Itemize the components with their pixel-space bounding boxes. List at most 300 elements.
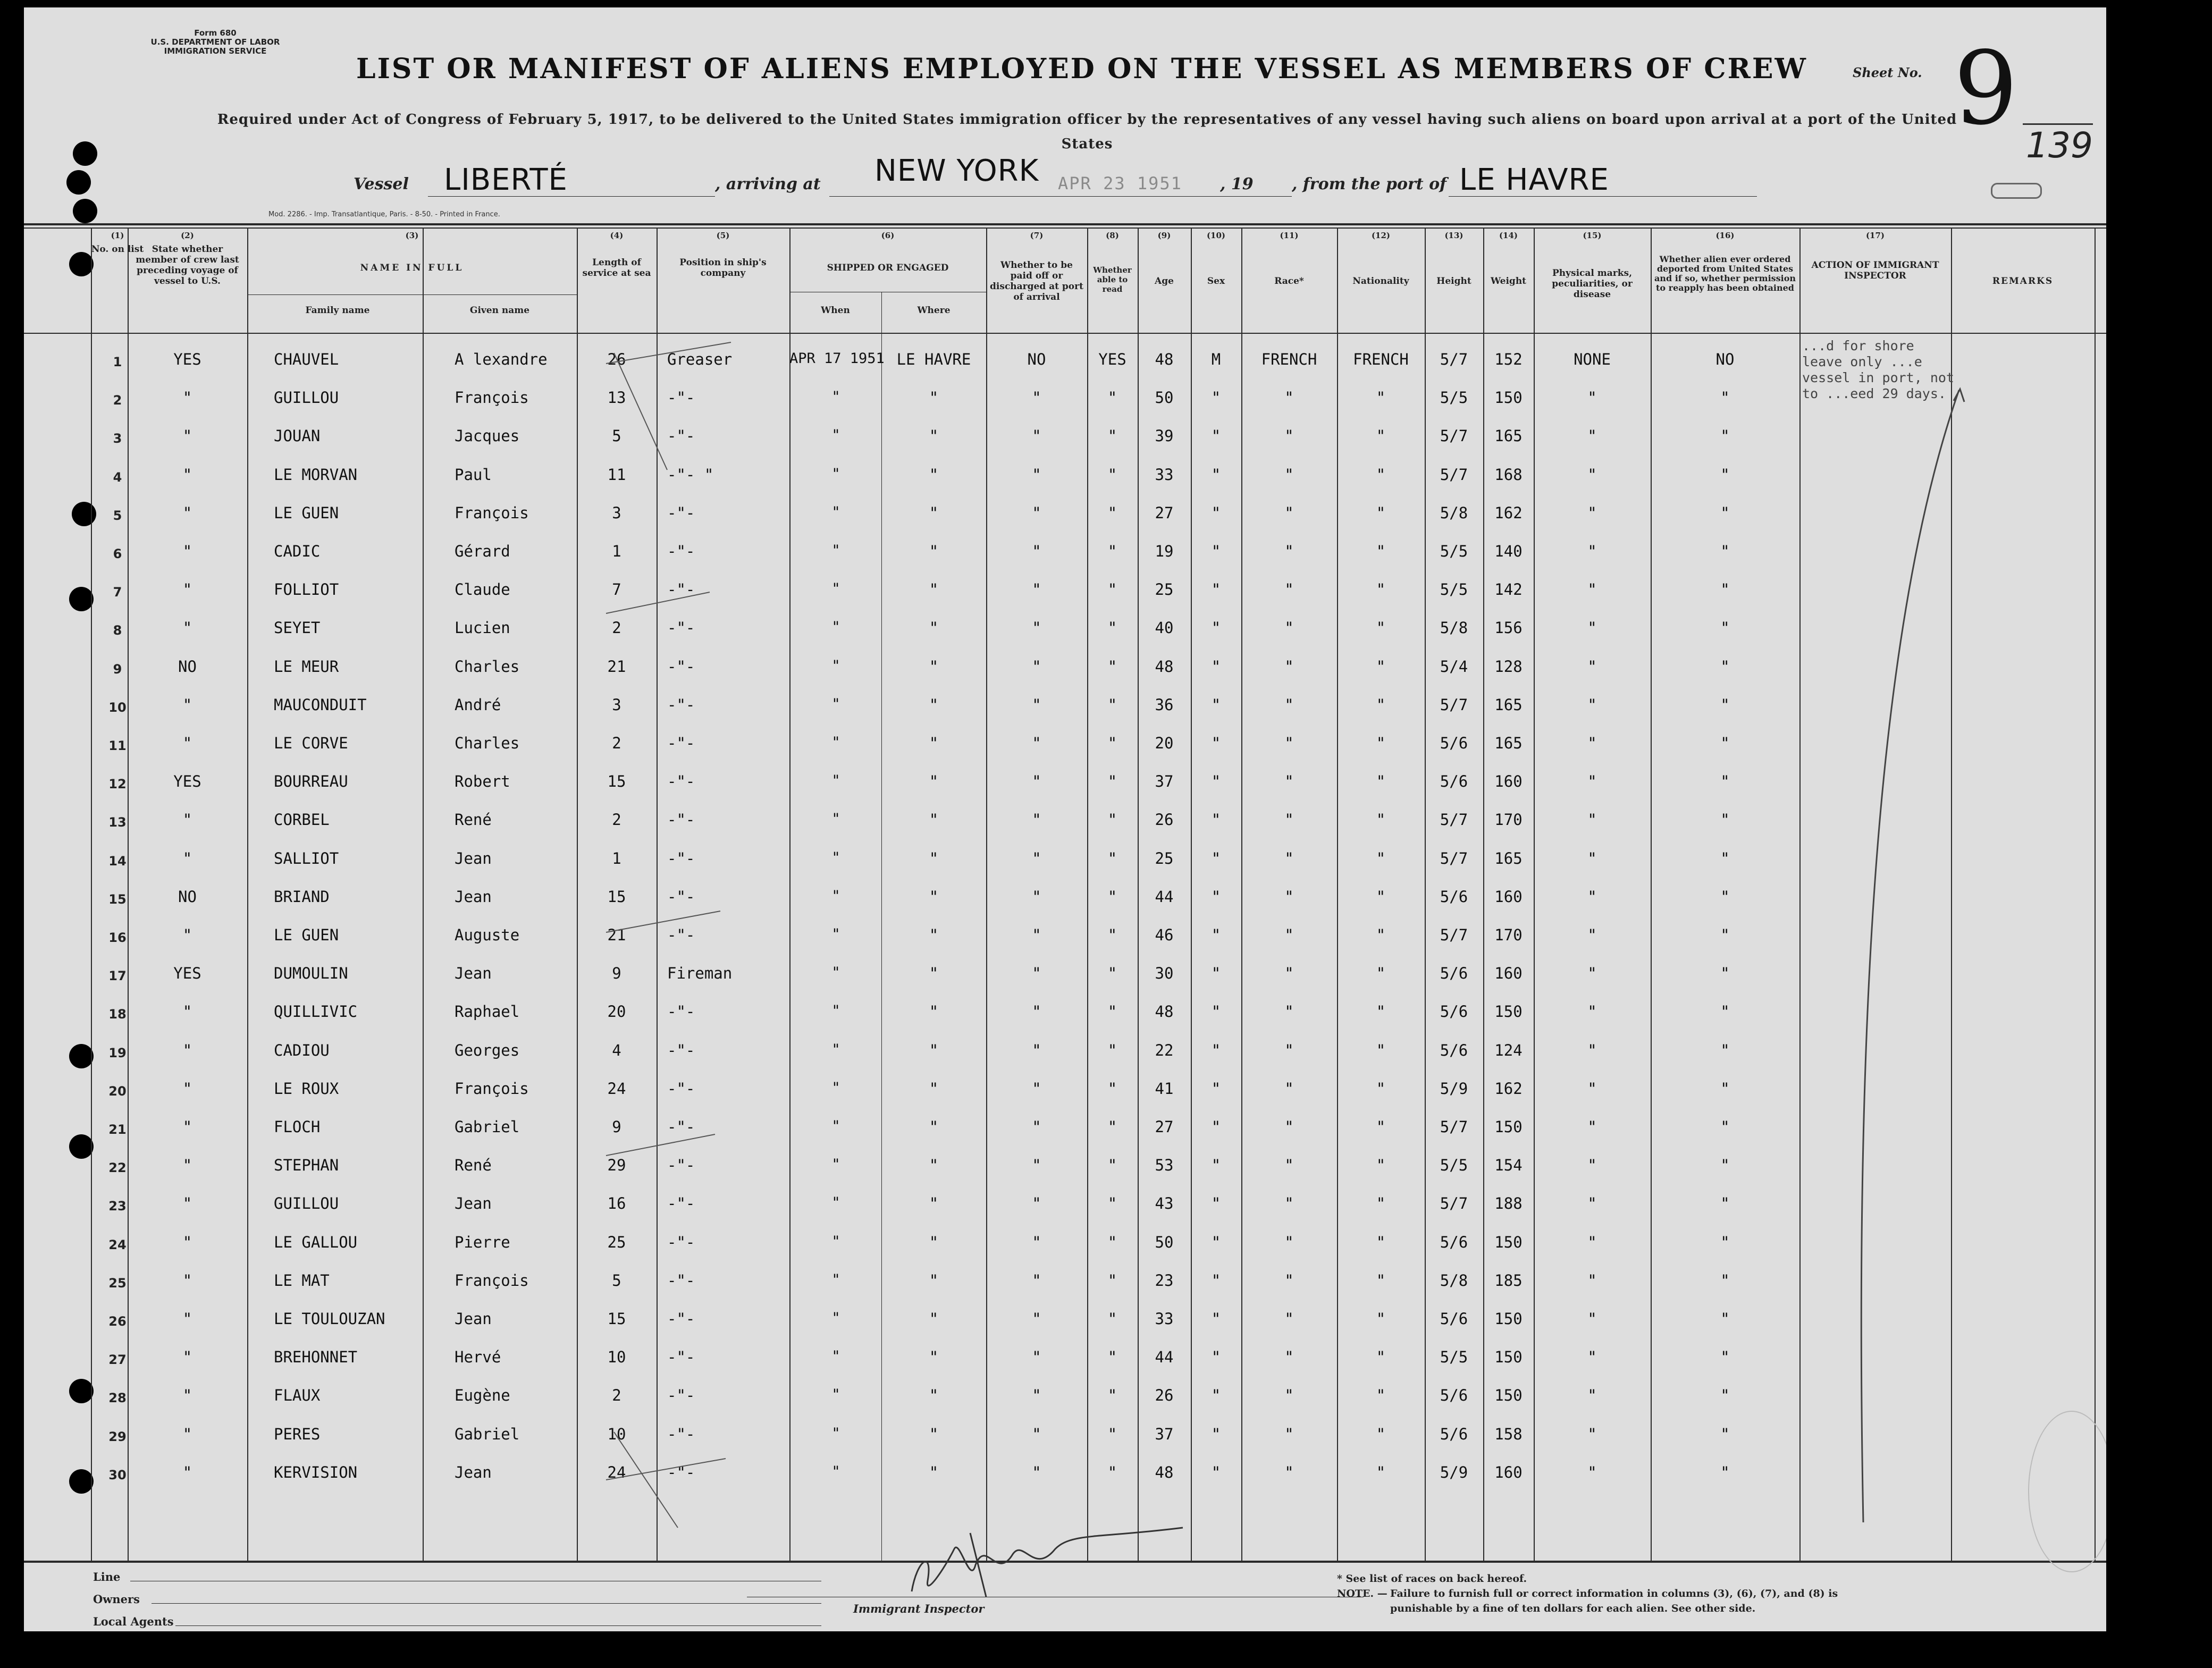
cell-position: -"- [667, 1233, 695, 1251]
cell-race: " [1284, 1194, 1294, 1212]
cell-service: 20 [607, 1003, 626, 1021]
cell-deported: " [1720, 1348, 1730, 1366]
cell-position: -"- [667, 849, 695, 867]
cell-when: " [831, 1233, 840, 1250]
cell-where: " [929, 1463, 939, 1481]
cell-where: " [929, 542, 939, 560]
cell-race: " [1284, 811, 1294, 829]
cell-age: 30 [1155, 964, 1174, 982]
cell-nationality: FRENCH [1353, 350, 1409, 368]
cell-read: " [1107, 427, 1117, 445]
col-header-given-name: Given name [469, 305, 530, 316]
cell-paid-off: " [1032, 389, 1041, 407]
cell-age: 44 [1155, 888, 1174, 906]
cell-previous-voyage: YES [173, 964, 201, 982]
cell-weight: 160 [1494, 964, 1523, 982]
cell-nationality: " [1376, 1118, 1386, 1136]
cell-race: " [1284, 1233, 1294, 1251]
cell-family-name: LE GALLOU [274, 1233, 358, 1251]
col-num-5: (5) [716, 231, 730, 240]
cell-sex: " [1211, 1425, 1221, 1443]
cell-nationality: " [1376, 580, 1386, 599]
cell-sex: " [1211, 658, 1221, 676]
cell-weight: 185 [1494, 1271, 1523, 1290]
cell-race: " [1284, 1310, 1294, 1328]
cell-sex: " [1211, 1386, 1221, 1404]
cell-race: " [1284, 1003, 1294, 1021]
cell-when: " [831, 1156, 840, 1173]
cell-previous-voyage: " [182, 1425, 192, 1443]
vessel-name: LIBERTÉ [444, 163, 568, 197]
col-header-no: No. on list [91, 244, 144, 255]
col-header-weight: Weight [1490, 276, 1527, 287]
cell-age: 48 [1155, 350, 1174, 368]
cell-service: 5 [612, 427, 621, 445]
cell-position: -"- [667, 1194, 695, 1212]
cell-service: 3 [612, 696, 621, 714]
cell-read: " [1107, 1118, 1117, 1136]
cell-age: 50 [1155, 1233, 1174, 1251]
cell-service: 24 [607, 1080, 626, 1098]
cell-when: " [831, 1194, 840, 1211]
punch-hole [69, 1469, 94, 1494]
cell-family-name: LE ROUX [274, 1080, 339, 1098]
cell-height: 5/6 [1440, 1041, 1468, 1059]
cell-when: " [831, 1271, 840, 1288]
cell-position: -"- [667, 658, 695, 676]
cell-read: " [1107, 1003, 1117, 1021]
cell-deported: " [1720, 926, 1730, 944]
cell-family-name: GUILLOU [274, 389, 339, 407]
cell-when: " [831, 542, 840, 559]
cell-service: 2 [612, 1386, 621, 1404]
cell-read: " [1107, 772, 1117, 790]
cell-family-name: BRIAND [274, 888, 330, 906]
cell-given-name: Jean [455, 1310, 492, 1328]
cell-family-name: STEPHAN [274, 1156, 339, 1174]
cell-read: " [1107, 504, 1117, 522]
cell-previous-voyage: " [182, 1271, 192, 1290]
cell-service: 7 [612, 580, 621, 599]
cell-service: 24 [607, 1463, 626, 1481]
note-label: NOTE. — [1337, 1588, 1387, 1599]
cell-position: -"- [667, 580, 695, 599]
row-number: 23 [108, 1199, 127, 1214]
cell-race: FRENCH [1261, 350, 1317, 368]
cell-paid-off: " [1032, 466, 1041, 484]
cell-where: " [929, 926, 939, 944]
rule [175, 1625, 821, 1626]
cell-race: " [1284, 696, 1294, 714]
cell-weight: 150 [1494, 1386, 1523, 1404]
cell-physical-marks: " [1587, 1463, 1597, 1481]
cell-nationality: " [1376, 811, 1386, 829]
cell-nationality: " [1376, 1156, 1386, 1174]
cell-race: " [1284, 1041, 1294, 1059]
cell-where: " [929, 772, 939, 790]
cell-race: " [1284, 466, 1294, 484]
cell-where: " [929, 849, 939, 867]
col-header-previous-voyage: State whether member of crew last preceding voyage of vessel to U.S. [136, 244, 239, 287]
cell-previous-voyage: " [182, 849, 192, 867]
cell-physical-marks: " [1587, 542, 1597, 560]
punch-hole [69, 1044, 94, 1068]
cell-read: " [1107, 619, 1117, 637]
cell-physical-marks: " [1587, 1041, 1597, 1059]
cell-age: 48 [1155, 1463, 1174, 1481]
cell-when: " [831, 1080, 840, 1096]
manifest-sheet [24, 7, 2106, 1631]
cell-service: 1 [612, 849, 621, 867]
cell-height: 5/7 [1440, 926, 1468, 944]
cell-paid-off: " [1032, 696, 1041, 714]
cell-given-name: Raphael [455, 1003, 520, 1021]
cell-physical-marks: " [1587, 1194, 1597, 1212]
cell-position: -"- [667, 1463, 695, 1481]
col-header-race: Race* [1274, 276, 1304, 287]
row-number: 7 [113, 585, 122, 600]
cell-where: " [929, 811, 939, 829]
cell-sex: " [1211, 619, 1221, 637]
cell-read: " [1107, 811, 1117, 829]
faint-seal [2028, 1411, 2106, 1572]
cell-previous-voyage: " [182, 1041, 192, 1059]
cell-weight: 188 [1494, 1194, 1523, 1212]
cell-height: 5/8 [1440, 504, 1468, 522]
cell-read: " [1107, 1194, 1117, 1212]
cell-age: 36 [1155, 696, 1174, 714]
cell-race: " [1284, 427, 1294, 445]
cell-paid-off: " [1032, 811, 1041, 829]
col-header-read: Whether able to read [1093, 265, 1132, 294]
cell-nationality: " [1376, 926, 1386, 944]
cell-given-name: Charles [455, 658, 520, 676]
cell-nationality: " [1376, 427, 1386, 445]
cell-height: 5/9 [1440, 1080, 1468, 1098]
cell-where: " [929, 1386, 939, 1404]
cell-position: -"- [667, 1003, 695, 1021]
cell-height: 5/6 [1440, 888, 1468, 906]
table-top-rule-2 [24, 228, 2106, 229]
cell-sex: " [1211, 772, 1221, 790]
cell-nationality: " [1376, 389, 1386, 407]
col-num-12: (12) [1371, 231, 1391, 240]
cell-nationality: " [1376, 1310, 1386, 1328]
form-service: IMMIGRATION SERVICE [164, 46, 267, 56]
cell-previous-voyage: " [182, 696, 192, 714]
cell-where: " [929, 1348, 939, 1366]
cell-height: 5/7 [1440, 1194, 1468, 1212]
cell-when: " [831, 1118, 840, 1134]
cell-deported: " [1720, 1386, 1730, 1404]
cell-sex: " [1211, 1080, 1221, 1098]
cell-service: 13 [607, 389, 626, 407]
cell-given-name: François [455, 1080, 529, 1098]
form-number: Form 680 [194, 28, 237, 38]
row-number: 3 [113, 431, 122, 446]
cell-physical-marks: " [1587, 658, 1597, 676]
column-rule [2095, 228, 2096, 1561]
cell-given-name: François [455, 389, 529, 407]
cell-sex: " [1211, 811, 1221, 829]
cell-deported: " [1720, 1194, 1730, 1212]
cell-when: " [831, 389, 840, 405]
manifest-title: LIST OR MANIFEST OF ALIENS EMPLOYED ON THE VESSEL AS MEMBERS OF CREW [356, 53, 1807, 85]
cell-read: " [1107, 696, 1117, 714]
cell-weight: 150 [1494, 1348, 1523, 1366]
cell-position: -"- [667, 504, 695, 522]
cell-when: " [831, 734, 840, 751]
cell-when: " [831, 772, 840, 789]
cell-service: 2 [612, 734, 621, 752]
cell-nationality: " [1376, 504, 1386, 522]
col-num-10: (10) [1206, 231, 1226, 240]
cell-deported: " [1720, 772, 1730, 790]
cell-sex: " [1211, 888, 1221, 906]
cell-deported: " [1720, 1041, 1730, 1059]
cell-where: " [929, 658, 939, 676]
punch-hole [69, 252, 94, 276]
form-header [138, 29, 292, 56]
cell-position: -"- [667, 427, 695, 445]
note-text: Failure to furnish full or correct information in columns (3), (6), (7), and (8) is punishable by a fine of ten dollars for each alien. See other side. [1390, 1588, 1838, 1614]
row-number: 22 [108, 1160, 127, 1175]
cell-weight: 152 [1494, 350, 1523, 368]
cell-age: 37 [1155, 772, 1174, 790]
cell-given-name: Claude [455, 580, 510, 599]
col-header-family-name: Family name [305, 305, 370, 316]
cell-read: " [1107, 1463, 1117, 1481]
cell-height: 5/5 [1440, 580, 1468, 599]
col-num-16: (16) [1715, 231, 1735, 240]
cell-height: 5/7 [1440, 427, 1468, 445]
cell-race: " [1284, 389, 1294, 407]
row-number: 13 [108, 815, 127, 830]
row-number: 16 [108, 930, 127, 945]
cell-nationality: " [1376, 849, 1386, 867]
cell-sex: " [1211, 1310, 1221, 1328]
cell-physical-marks: " [1587, 1080, 1597, 1098]
cell-previous-voyage: " [182, 542, 192, 560]
name-subheader-rule [247, 294, 577, 295]
cell-weight: 165 [1494, 427, 1523, 445]
cell-given-name: Paul [455, 466, 492, 484]
cell-weight: 160 [1494, 772, 1523, 790]
cell-service: 9 [612, 1118, 621, 1136]
cell-deported: " [1720, 849, 1730, 867]
cell-family-name: CADIC [274, 542, 321, 560]
col-header-age: Age [1155, 276, 1174, 287]
punch-hole [69, 1379, 94, 1403]
cell-race: " [1284, 619, 1294, 637]
col-header-name: NAME IN FULL [360, 263, 464, 273]
cell-read: " [1107, 389, 1117, 407]
cell-service: 10 [607, 1425, 626, 1443]
cell-sex: " [1211, 734, 1221, 752]
cell-nationality: " [1376, 1194, 1386, 1212]
cell-age: 46 [1155, 926, 1174, 944]
cell-position: Greaser [667, 350, 733, 368]
sheet-number: 9 [1954, 30, 2018, 147]
column-rule [1799, 228, 1801, 1561]
cell-read: " [1107, 964, 1117, 982]
cell-when: " [831, 504, 840, 520]
punch-hole [73, 141, 97, 166]
cell-when: " [831, 1348, 840, 1364]
cell-previous-voyage: NO [178, 658, 197, 676]
cell-service: 9 [612, 964, 621, 982]
col-header-sex: Sex [1207, 276, 1225, 287]
cell-deported: " [1720, 389, 1730, 407]
cell-physical-marks: " [1587, 1118, 1597, 1136]
cell-where: " [929, 580, 939, 599]
row-number: 28 [108, 1391, 127, 1405]
cell-position: -"- [667, 1080, 695, 1098]
col-num-2: (2) [181, 231, 194, 240]
cell-race: " [1284, 964, 1294, 982]
cell-where: LE HAVRE [896, 350, 971, 368]
row-number: 10 [108, 700, 127, 715]
cell-nationality: " [1376, 734, 1386, 752]
cell-weight: 168 [1494, 466, 1523, 484]
col-num-3: (3) [405, 231, 419, 240]
cell-where: " [929, 888, 939, 906]
inspector-caption: Immigrant Inspector [853, 1602, 985, 1615]
cell-weight: 150 [1494, 1003, 1523, 1021]
cell-where: " [929, 389, 939, 407]
cell-position: -"- [667, 1041, 695, 1059]
cell-paid-off: " [1032, 1118, 1041, 1136]
cell-age: 37 [1155, 1425, 1174, 1443]
cell-service: 11 [607, 466, 626, 484]
col-num-14: (14) [1499, 231, 1518, 240]
cell-weight: 154 [1494, 1156, 1523, 1174]
cell-height: 5/7 [1440, 1118, 1468, 1136]
cell-position: -"- [667, 772, 695, 790]
cell-nationality: " [1376, 542, 1386, 560]
cell-service: 21 [607, 658, 626, 676]
cell-read: " [1107, 580, 1117, 599]
cell-age: 40 [1155, 619, 1174, 637]
cell-paid-off: " [1032, 619, 1041, 637]
cell-deported: " [1720, 427, 1730, 445]
cell-weight: 170 [1494, 811, 1523, 829]
cell-weight: 150 [1494, 1310, 1523, 1328]
cell-race: " [1284, 772, 1294, 790]
cell-read: " [1107, 1271, 1117, 1290]
cell-sex: " [1211, 580, 1221, 599]
cell-physical-marks: " [1587, 427, 1597, 445]
cell-height: 5/6 [1440, 1386, 1468, 1404]
cell-previous-voyage: " [182, 1348, 192, 1366]
cell-given-name: François [455, 504, 529, 522]
cell-family-name: JOUAN [274, 427, 321, 445]
cell-family-name: SEYET [274, 619, 321, 637]
col-header-position: Position in ship's company [679, 257, 767, 279]
cell-sex: " [1211, 1271, 1221, 1290]
cell-physical-marks: " [1587, 1425, 1597, 1443]
cell-age: 27 [1155, 504, 1174, 522]
cell-service: 21 [607, 926, 626, 944]
cell-given-name: Jacques [455, 427, 520, 445]
cell-weight: 158 [1494, 1425, 1523, 1443]
cell-family-name: MAUCONDUIT [274, 696, 367, 714]
cell-sex: " [1211, 696, 1221, 714]
cell-deported: " [1720, 466, 1730, 484]
cell-race: " [1284, 658, 1294, 676]
cell-given-name: Hervé [455, 1348, 501, 1366]
cell-physical-marks: " [1587, 1348, 1597, 1366]
cell-position: -"- [667, 1348, 695, 1366]
cell-position: -"- [667, 1386, 695, 1404]
cell-where: " [929, 1080, 939, 1098]
cell-physical-marks: " [1587, 696, 1597, 714]
cell-when: " [831, 964, 840, 981]
cell-where: " [929, 619, 939, 637]
cell-nationality: " [1376, 1233, 1386, 1251]
cell-deported: " [1720, 734, 1730, 752]
cell-given-name: Charles [455, 734, 520, 752]
col-header-remarks: REMARKS [1992, 276, 2054, 287]
cell-read: " [1107, 926, 1117, 944]
cell-age: 25 [1155, 849, 1174, 867]
cell-sex: " [1211, 1041, 1221, 1059]
cell-race: " [1284, 580, 1294, 599]
cell-age: 22 [1155, 1041, 1174, 1059]
cell-height: 5/8 [1440, 619, 1468, 637]
col-header-height: Height [1436, 276, 1471, 287]
cell-nationality: " [1376, 658, 1386, 676]
punch-hole [66, 170, 91, 195]
cell-family-name: QUILLIVIC [274, 1003, 358, 1021]
cell-height: 5/5 [1440, 1348, 1468, 1366]
row-number: 21 [108, 1122, 127, 1137]
cell-race: " [1284, 849, 1294, 867]
cell-deported: " [1720, 1003, 1730, 1021]
row-number: 12 [108, 777, 127, 791]
table-top-rule [24, 223, 2106, 225]
cell-given-name: Georges [455, 1041, 520, 1059]
cell-service: 15 [607, 772, 626, 790]
cell-paid-off: " [1032, 849, 1041, 867]
cell-height: 5/6 [1440, 964, 1468, 982]
row-number: 8 [113, 623, 122, 638]
cell-physical-marks: " [1587, 1003, 1597, 1021]
cell-family-name: LE MORVAN [274, 466, 358, 484]
cell-position: -"- [667, 542, 695, 560]
cell-nationality: " [1376, 466, 1386, 484]
cell-where: " [929, 734, 939, 752]
cell-height: 5/7 [1440, 466, 1468, 484]
cell-sex: " [1211, 1118, 1221, 1136]
cell-nationality: " [1376, 964, 1386, 982]
cell-service: 26 [607, 350, 626, 368]
cell-paid-off: " [1032, 734, 1041, 752]
cell-previous-voyage: " [182, 427, 192, 445]
cell-previous-voyage: " [182, 811, 192, 829]
remark-pointer-line [1821, 380, 1980, 1549]
cell-nationality: " [1376, 1041, 1386, 1059]
cell-when: APR 17 1951 [789, 350, 885, 367]
cell-given-name: Gabriel [455, 1118, 520, 1136]
cell-age: 20 [1155, 734, 1174, 752]
cell-position: -"- [667, 811, 695, 829]
cell-paid-off: " [1032, 504, 1041, 522]
cell-age: 50 [1155, 389, 1174, 407]
cell-where: " [929, 1003, 939, 1021]
cell-sex: M [1211, 350, 1221, 368]
col-header-when: When [821, 305, 850, 316]
